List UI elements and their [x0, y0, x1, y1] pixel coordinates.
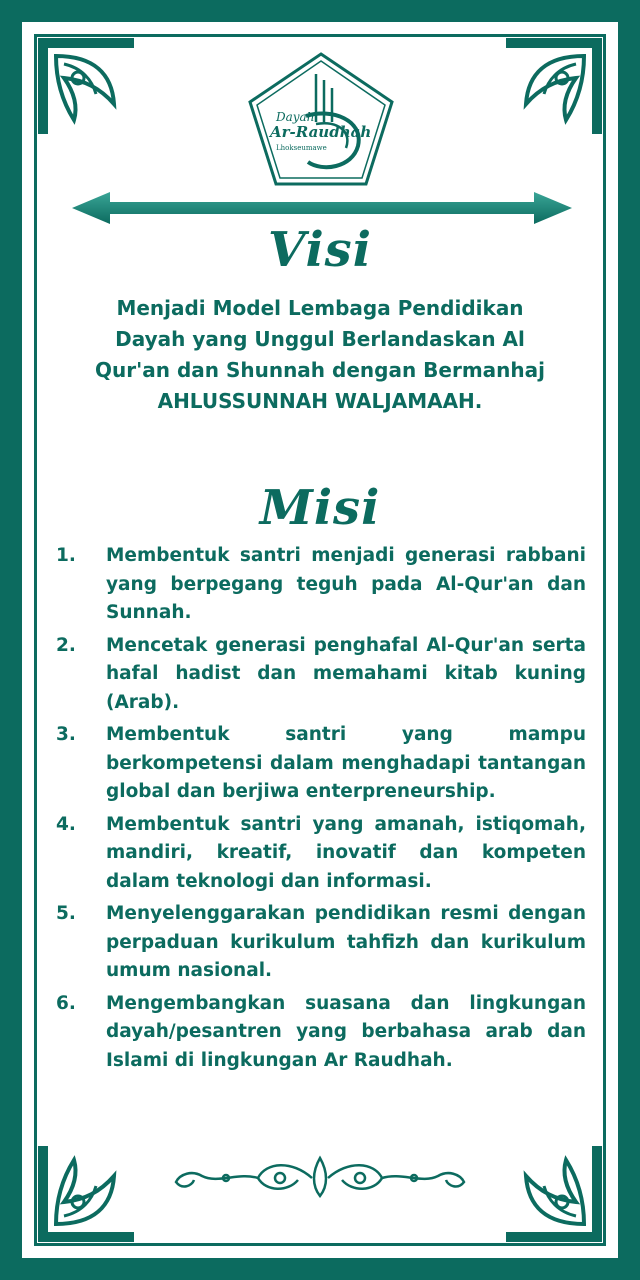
flourish-ornament-icon [162, 1152, 478, 1202]
corner-ornament-icon [502, 34, 606, 138]
misi-item [52, 990, 586, 1076]
misi-item-number: 6. [56, 992, 76, 1014]
logo-text-city: Lhokseumawe [276, 144, 327, 152]
logo-text-arraudhah: Ar-Raudhah [270, 123, 372, 141]
misi-item-text: Mengembangkan suasana dan lingkungan dayah/pesantren yang berbahasa arab dan Islami di lingkungan Ar Raudhah. [106, 992, 586, 1071]
misi-item-number: 4. [56, 813, 76, 835]
misi-item [52, 721, 586, 807]
misi-item-text: Membentuk santri yang amanah, istiqomah, mandiri, kreatif, inovatif dan kompeten dalam teknologi dan informasi. [106, 813, 586, 892]
pentagon-logo-icon [246, 50, 396, 190]
misi-item-text: Membentuk santri menjadi generasi rabbani yang berpegang teguh pada Al-Qur'an dan Sunnah. [106, 545, 586, 623]
logo-text-dayah: Dayah [276, 110, 315, 124]
misi-list [52, 542, 586, 1079]
misi-item-number: 3. [56, 724, 76, 745]
corner-ornament-icon [34, 1142, 138, 1246]
logo [246, 50, 396, 190]
misi-item-number: 2. [56, 634, 76, 656]
misi-item [52, 632, 586, 718]
misi-item [52, 900, 586, 986]
misi-item [52, 542, 586, 628]
corner-ornament-icon [34, 34, 138, 138]
misi-item-text: Mencetak generasi penghafal Al-Qur'an serta hafal hadist dan memahami kitab kuning (Arab). [106, 634, 586, 713]
misi-item-text: Membentuk santri yang mampu berkompetensi dalam menghadapi tantangan global dan berjiwa enterpreneurship. [106, 724, 586, 802]
misi-item-text: Menyelenggarakan pendidikan resmi dengan perpaduan kurikulum tahfizh dan kurikulum umum nasional. [106, 903, 586, 981]
misi-item-number: 5. [56, 903, 76, 924]
misi-title: Misi [259, 480, 381, 536]
visi-text: Menjadi Model Lembaga Pendidikan Dayah yang Unggul Berlandaskan Al Qur'an dan Shunnah dengan Bermanhaj AHLUSSUNNAH WALJAMAAH. [95, 296, 545, 413]
double-arrow-icon [72, 192, 572, 224]
visi-title: Visi [268, 222, 372, 278]
misi-item-number: 1. [56, 545, 76, 566]
misi-item [52, 811, 586, 897]
corner-ornament-icon [502, 1142, 606, 1246]
